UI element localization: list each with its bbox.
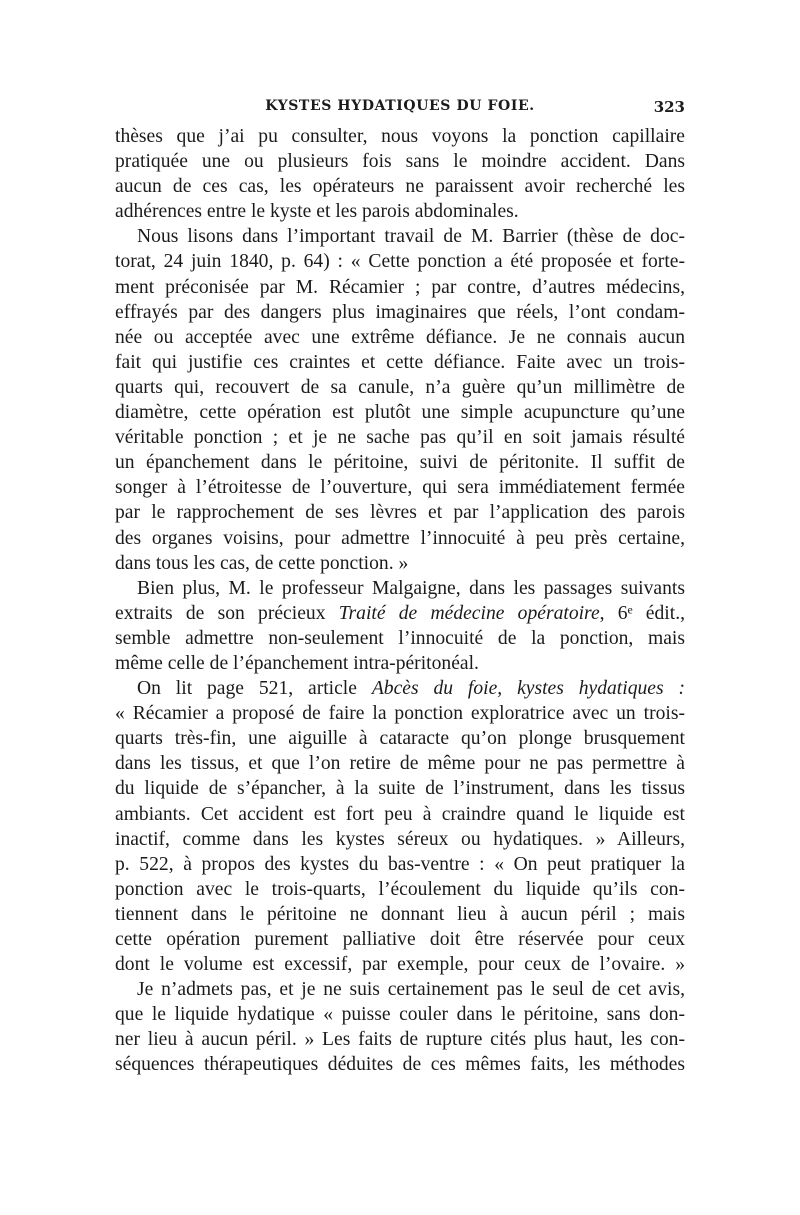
text-line: du liquide de s’épancher, à la suite de l’instrument, dans les tissus	[115, 778, 685, 800]
text-line: séquences thérapeutiques déduites de ces mêmes faits, les méthodes	[115, 1054, 685, 1076]
text-line: que le liquide hydatique « puisse couler dans le péritoine, sans don-	[115, 1004, 685, 1026]
text-line: Je n’admets pas, et je ne suis certainement pas le seul de cet avis,	[137, 979, 685, 1001]
text-line: ambiants. Cet accident est fort peu à craindre quand le liquide est	[115, 803, 685, 825]
text-line: quarts très-fin, une aiguille à cataracte qu’on plonge brusquement	[115, 728, 685, 750]
text-line: diamètre, cette opération est plutôt une simple acupuncture qu’une	[115, 402, 685, 424]
text-line: « Récamier a proposé de faire la ponction exploratrice avec un trois-	[115, 703, 685, 725]
text-run: On lit page 521, article	[137, 678, 372, 700]
text-line: ponction avec le trois-quarts, l’écoulement du liquide qu’ils con-	[115, 878, 685, 900]
text-line: Nous lisons dans l’important travail de M. Barrier (thèse de doc-	[137, 226, 685, 248]
text-line: fait qui justifie ces craintes et cette défiance. Faite avec un trois-	[115, 351, 685, 373]
text-line: inactif, comme dans les kystes séreux ou hydatiques. » Ailleurs,	[115, 828, 685, 850]
text-line: semble admettre non-seulement l’innocuité de la ponction, mais	[115, 627, 685, 649]
body-text	[115, 124, 685, 1078]
text-line: ment préconisée par M. Récamier ; par contre, d’autres médecins,	[115, 276, 685, 298]
text-line: songer à l’étroitesse de l’ouverture, qui sera immédiatement fermée	[115, 477, 685, 499]
text-line: effrayés par des dangers plus imaginaires que réels, l’ont condam-	[115, 301, 685, 323]
paragraph-4	[115, 676, 685, 977]
text-line: Bien plus, M. le professeur Malgaigne, dans les passages suivants	[137, 577, 685, 599]
text-line: torat, 24 juin 1840, p. 64) : « Cette ponction a été proposée et forte-	[115, 251, 685, 273]
text-line: dans les tissus, et que l’on retire de même pour ne pas permettre à	[115, 753, 685, 775]
text-line: quarts qui, recouvert de sa canule, n’a guère qu’un millimètre de	[115, 376, 685, 398]
text-line: dont le volume est excessif, par exemple, pour ceux de l’ovaire. »	[115, 954, 685, 976]
text-line: tiennent dans le péritoine ne donnant lieu à aucun péril ; mais	[115, 903, 685, 925]
text-line: thèses que j’ai pu consulter, nous voyons la ponction capillaire	[115, 126, 685, 147]
text-line: même celle de l’épanchement intra-péritonéal.	[115, 652, 479, 674]
paragraph-3	[115, 576, 685, 676]
text-line	[115, 601, 685, 626]
running-title: KYSTES HYDATIQUES DU FOIE.	[265, 98, 535, 114]
paragraph-2	[115, 224, 685, 575]
text-run: extraits de son précieux	[115, 602, 339, 624]
text-line: dans tous les cas, de cette ponction. »	[115, 552, 409, 574]
text-line: née ou acceptée avec une extrême défiance. Je ne connais aucun	[115, 326, 685, 348]
text-line: p. 522, à propos des kystes du bas-ventre : « On peut pratiquer la	[115, 853, 685, 875]
article-title: Abcès du foie, kystes hydatiques :	[371, 678, 685, 700]
text-run: , 6ᵉ édit.,	[599, 602, 685, 624]
paragraph-1	[115, 124, 685, 224]
text-line: adhérences entre le kyste et les parois abdominales.	[115, 201, 519, 223]
text-line: aucun de ces cas, les opérateurs ne paraissent avoir recherché les	[115, 176, 685, 198]
text-line: ner lieu à aucun péril. » Les faits de rupture cités plus haut, les con-	[115, 1029, 685, 1051]
text-line: pratiquée une ou plusieurs fois sans le moindre accident. Dans	[115, 151, 685, 173]
page-header	[115, 98, 685, 118]
book-title: Traité de médecine opératoire	[338, 602, 600, 624]
text-line: un épanchement dans le péritoine, suivi de péritonite. Il suffit de	[115, 452, 685, 474]
text-line: des organes voisins, pour admettre l’innocuité à peu près certaine,	[115, 527, 685, 549]
paragraph-5	[115, 977, 685, 1077]
text-line	[115, 676, 685, 701]
text-line: cette opération purement palliative doit être réservée pour ceux	[115, 929, 685, 950]
text-line: véritable ponction ; et je ne sache pas qu’il en soit jamais résulté	[115, 427, 685, 449]
page-number: 323	[653, 98, 685, 116]
text-line: par le rapprochement de ses lèvres et par l’application des parois	[115, 502, 685, 524]
